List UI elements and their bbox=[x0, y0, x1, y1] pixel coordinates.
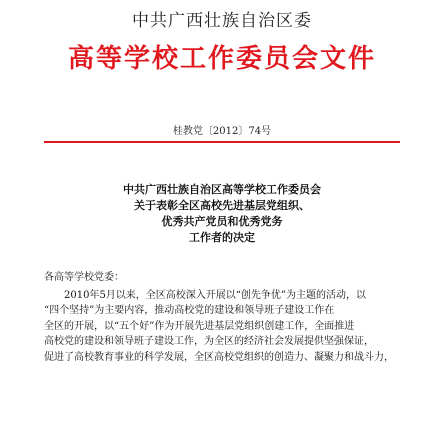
notice-title bbox=[60, 182, 384, 246]
salutation: 各高等学校党委： bbox=[44, 272, 124, 283]
body-line: “四个坚持”为主要内容，推动高校党的建设和领导班子建设工作在 bbox=[44, 305, 335, 317]
document-header-title: 高等学校工作委员会文件 bbox=[67, 44, 376, 74]
red-divider-line bbox=[44, 141, 400, 143]
issuer-line: 中共广西壮族自治区委 bbox=[132, 11, 312, 31]
notice-title-line: 关于表彰全区高校先进基层党组织、 bbox=[134, 199, 310, 212]
body-line: 2010年5月以来，全区高校深入开展以“创先争优”为主题的活动，以 bbox=[64, 290, 367, 301]
notice-title-line: 优秀共产党员和优秀党务 bbox=[161, 215, 283, 228]
document-number: 桂教党〔2012〕74号 bbox=[172, 126, 272, 137]
body-line: 促进了高校教育事业的科学发展，全区高校党组织的创造力、凝聚力和战斗力， bbox=[44, 351, 394, 363]
notice-title-line: 中共广西壮族自治区高等学校工作委员会 bbox=[123, 183, 321, 196]
body-paragraph bbox=[44, 288, 400, 365]
notice-title-line: 工作者的决定 bbox=[189, 231, 255, 244]
body-line: 高校党的建设和领导班子建设工作，为全区的经济社会发展提供坚强保证， bbox=[44, 336, 374, 348]
body-line: 全区的开展，以“五个好”作为开展先进基层党组织创建工作，全面推进 bbox=[44, 320, 355, 332]
